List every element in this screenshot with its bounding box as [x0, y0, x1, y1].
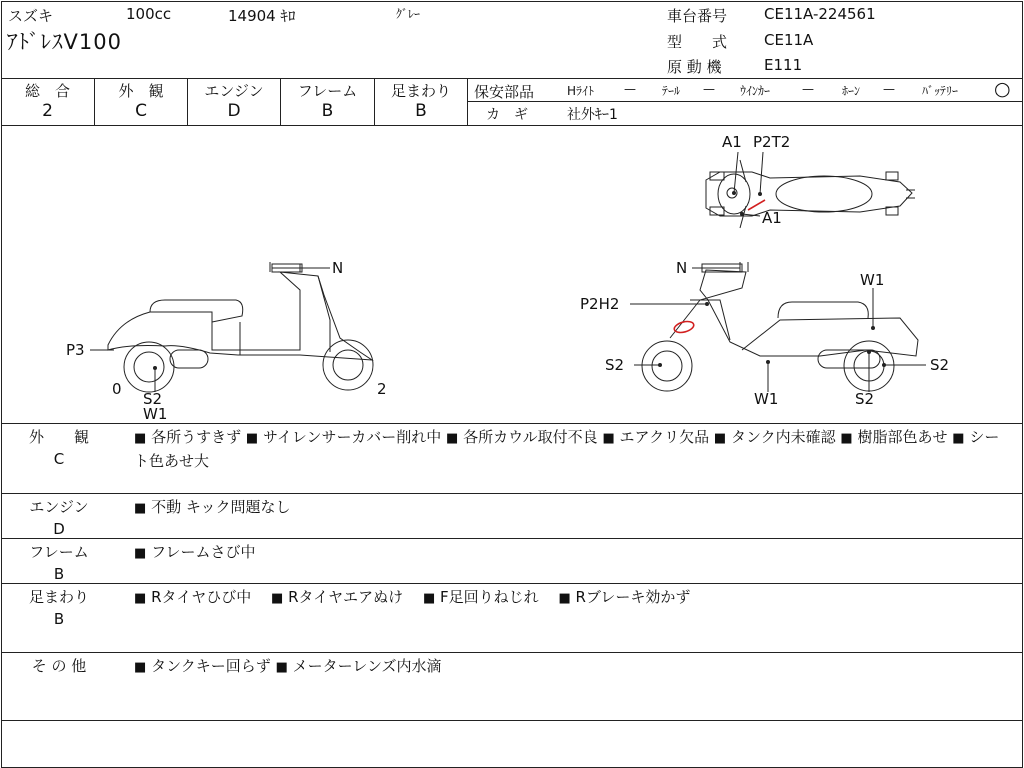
- damage-mark-right: [673, 320, 695, 335]
- horn-value: —: [883, 82, 895, 96]
- type-label: 型 式: [667, 33, 728, 51]
- battery-label: ﾊﾞｯﾃﾘｰ: [922, 84, 959, 98]
- label-w1-right-top: W1: [860, 271, 885, 289]
- note-other-text: ■ タンクキー回らず ■ メーターレンズ内水滴: [134, 657, 442, 675]
- label-s2-right-front: S2: [605, 356, 625, 374]
- note-suspension-label: 足まわり B: [28, 588, 89, 628]
- displacement: 100cc: [126, 5, 172, 23]
- label-zero: 0: [112, 380, 122, 398]
- divider: [1, 583, 1022, 584]
- engine-value: E111: [764, 56, 803, 74]
- grade-frame-value: B: [321, 101, 334, 121]
- label-two: 2: [377, 380, 387, 398]
- note-other-label: そ の 他: [31, 657, 87, 675]
- color: ｸﾞﾚｰ: [396, 7, 421, 21]
- grade-engine-label: エンジン: [204, 82, 264, 100]
- engine-label: 原 動 機: [667, 58, 722, 76]
- grade-exterior-label: 外 観: [118, 82, 164, 100]
- battery-value: ○: [994, 78, 1011, 100]
- note-exterior-text: ■ 各所うすきず ■ サイレンサーカバー削れ中 ■ 各所カウル取付不良 ■ エアクリ欠品 ■ タンク内未確認 ■ 樹脂部色あせ ■ シート色あせ大: [134, 428, 1000, 470]
- note-suspension-text: ■ Rタイヤひび中 ■ Rタイヤエアぬけ ■ F足回りねじれ ■ Rブレーキ効かず: [134, 588, 691, 606]
- label-s2-right-rear: S2: [855, 390, 875, 408]
- divider: [467, 78, 468, 125]
- grade-overall-label: 総 合: [24, 82, 70, 100]
- label-n-right: N: [676, 259, 688, 277]
- divider: [468, 101, 1022, 102]
- scooter-left-view: [108, 262, 373, 392]
- label-p2h2: P2H2: [580, 295, 620, 313]
- note-frame-label: フレーム B: [29, 543, 89, 583]
- key-value: 社外ｷｰ1: [567, 107, 618, 123]
- divider: [1, 423, 1022, 424]
- grade-exterior-value: C: [135, 101, 147, 121]
- winker-value: —: [802, 82, 814, 96]
- scooter-top-view: [706, 160, 915, 228]
- grade-suspension-value: B: [415, 101, 427, 121]
- headlight-value: —: [624, 82, 636, 96]
- divider: [1, 720, 1022, 721]
- label-w1-right-bottom: W1: [754, 390, 779, 408]
- grade-engine-value: D: [227, 101, 241, 121]
- grade-overall-value: 2: [42, 101, 53, 121]
- horn-label: ﾎｰﾝ: [842, 84, 861, 98]
- note-exterior-label: 外 観 C: [28, 428, 89, 468]
- divider: [1, 652, 1022, 653]
- note-engine-label: エンジン D: [29, 498, 89, 538]
- grade-frame-label: フレーム: [297, 82, 358, 100]
- frame-no-label: 車台番号: [667, 7, 728, 25]
- label-p3: P3: [66, 341, 85, 359]
- type-value: CE11A: [764, 31, 814, 49]
- note-engine-text: ■ 不動 キック問題なし: [134, 498, 291, 516]
- label-a1b: A1: [762, 209, 782, 227]
- divider: [1, 493, 1022, 494]
- label-w1-left: W1: [143, 405, 168, 423]
- tail-value: —: [703, 82, 715, 96]
- safety-label: 保安部品: [474, 83, 535, 101]
- label-a1: A1: [722, 133, 742, 151]
- label-p2t2: P2T2: [753, 133, 791, 151]
- winker-label: ｳｲﾝｶｰ: [740, 84, 771, 98]
- grade-suspension-label: 足まわり: [390, 82, 451, 100]
- damage-diagram: [0, 126, 1024, 423]
- mileage: 14904 ｷﾛ: [228, 7, 296, 25]
- label-n-left: N: [332, 259, 344, 277]
- maker: スズキ: [8, 7, 54, 25]
- label-s2-right-muffler: S2: [930, 356, 950, 374]
- label-s2-left: S2: [143, 390, 163, 408]
- headlight-label: Hﾗｲﾄ: [567, 84, 595, 98]
- divider: [1, 538, 1022, 539]
- tail-label: ﾃｰﾙ: [662, 84, 681, 98]
- note-frame-text: ■ フレームさび中: [134, 543, 256, 561]
- key-label: カ ギ: [486, 107, 528, 123]
- frame-no: CE11A-224561: [764, 5, 876, 23]
- model-name: ｱﾄﾞﾚｽV100: [7, 30, 122, 54]
- divider: [1, 78, 1022, 79]
